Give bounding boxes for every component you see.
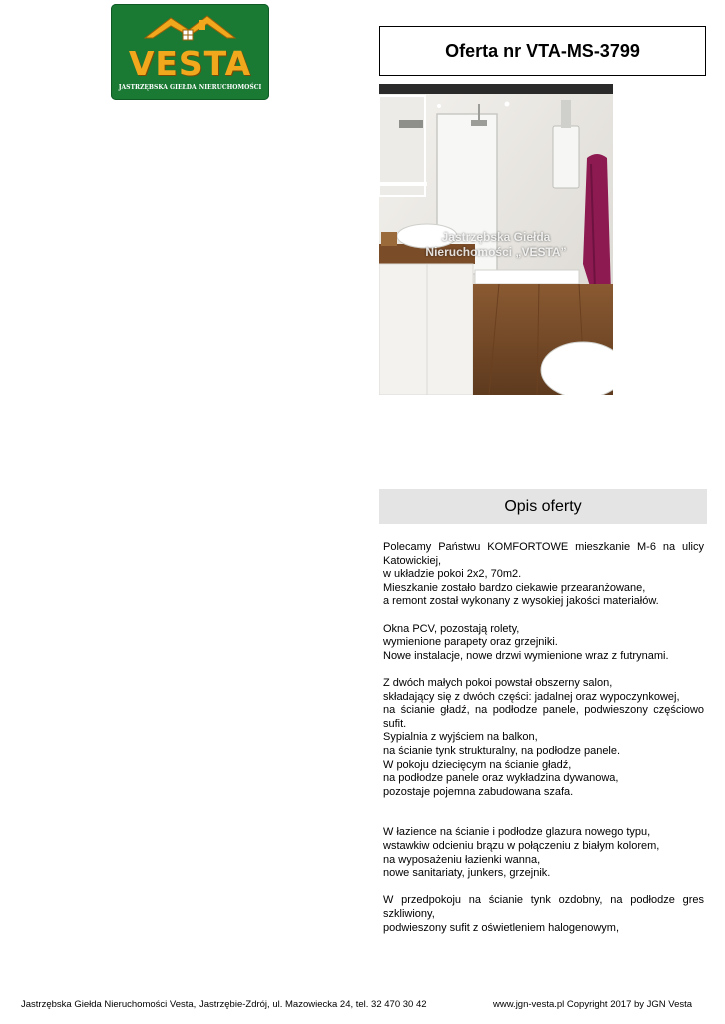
description-line: wymienione parapety oraz grzejniki. [383, 636, 558, 649]
description-line: W pokoju dziecięcym na ścianie gładź, [383, 758, 572, 771]
description-line: Nowe instalacje, nowe drzwi wymienione wraz z futrynami. [383, 649, 669, 662]
description-paragraph [383, 623, 704, 664]
description-line: wstawkiw odcieniu brązu w połączeniu z białym kolorem, [383, 840, 660, 853]
description-line: składający się z dwóch części: jadalnej oraz wypoczynkowej, [383, 690, 680, 703]
description-line: Mieszkanie zostało bardzo ciekawie przearanżowane, [383, 581, 646, 594]
offer-photo[interactable] [379, 84, 613, 395]
company-logo [111, 4, 269, 100]
description-line: w układzie pokoi 2x2, 70m2. [383, 568, 522, 581]
description-line: na ścianie tynk strukturalny, na podłodze panele. [383, 744, 621, 757]
footer-address: Jastrzębska Giełda Nieruchomości Vesta, Jastrzębie-Zdrój, ul. Mazowiecka 24, tel. 32 470 30 42 [21, 999, 427, 1010]
description-line: Z dwóch małych pokoi powstał obszerny salon, [383, 676, 613, 689]
description-line: W przedpokoju na ścianie tynk ozdobny, na podłodze gres szkliwiony, [383, 894, 704, 921]
photo-watermark [379, 230, 613, 260]
description-paragraph [383, 894, 704, 935]
description-line: W łazience na ścianie i podłodze glazura nowego typu, [383, 826, 651, 839]
description-line: podwieszony sufit z oświetleniem halogenowym, [383, 921, 620, 934]
description-section-title: Opis oferty [379, 489, 707, 524]
description-line: a remont został wykonany z wysokiej jakości materiałów. [383, 595, 659, 608]
description-line: pozostaje pojemna zabudowana szafa. [383, 785, 574, 798]
description-paragraph [383, 541, 704, 609]
description-line: na podłodze panele oraz wykładzina dywanowa, [383, 772, 619, 785]
watermark-line-2: Nieruchomości „VESTA” [425, 245, 567, 259]
page-footer [0, 999, 725, 1013]
offer-description [383, 541, 704, 949]
description-line: na wyposażeniu łazienki wanna, [383, 853, 541, 866]
description-line: Polecamy Państwu KOMFORTOWE mieszkanie M-6 na ulicy Katowickiej, [383, 541, 704, 567]
description-line: Sypialnia z wyjściem na balkon, [383, 731, 538, 744]
description-paragraph [383, 677, 704, 799]
description-line: na ścianie gładź, na podłodze panele, podwieszony częściowo sufit. [383, 704, 704, 730]
description-paragraph [383, 826, 704, 880]
logo-tagline: JASTRZĘBSKA GIEŁDA NIERUCHOMOŚCI [118, 84, 262, 91]
description-line: Okna PCV, pozostają rolety, [383, 622, 520, 635]
logo-brand-text: VESTA [128, 44, 252, 83]
watermark-line-1: Jastrzębska Giełda [441, 230, 551, 244]
offer-number-title: Oferta nr VTA-MS-3799 [379, 26, 706, 76]
description-line: nowe sanitariaty, junkers, grzejnik. [383, 867, 551, 880]
footer-website-copyright[interactable]: www.jgn-vesta.pl Copyright 2017 by JGN Vesta [493, 999, 693, 1010]
